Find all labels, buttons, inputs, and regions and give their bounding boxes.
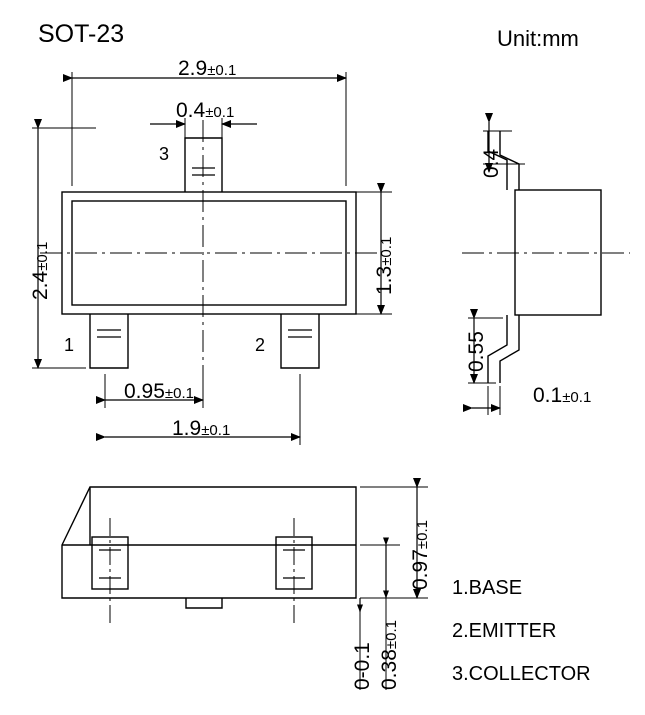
dim-lead-height-value: 0.38: [378, 649, 401, 690]
dim-body-height-tol: ±0.1: [378, 236, 395, 266]
dim-body-height-value: 1.3: [373, 265, 396, 295]
dim-body-thickness-value: 0.97: [409, 549, 432, 590]
dim-body-thickness: [410, 520, 431, 590]
legend-item-collector: 3.COLLECTOR: [452, 663, 591, 685]
unit-label: Unit:mm: [497, 26, 579, 51]
front-view-geometry: [40, 120, 378, 392]
dim-total-width-tol: ±0.1: [207, 62, 237, 79]
dim-body-height: [374, 237, 395, 295]
pin-label-3: 3: [159, 144, 170, 164]
dim-pitch-half-value: 0.95: [124, 380, 165, 403]
dim-pitch-full-tol: ±0.1: [201, 422, 231, 439]
legend-item-base: 1.BASE: [452, 577, 523, 599]
pin-label-1: 1: [64, 335, 75, 355]
dim-total-height-tol: ±0.1: [34, 241, 51, 271]
dim-total-height: [30, 242, 51, 300]
dim-total-width-value: 2.9: [178, 57, 208, 80]
dim-lead-width: [176, 100, 234, 121]
dim-pitch-full-value: 1.9: [172, 417, 202, 440]
dim-standoff-top: 0.4: [480, 148, 503, 178]
dim-total-height-value: 2.4: [29, 270, 52, 300]
dim-lead-width-value: 0.4: [176, 99, 206, 122]
page-title: SOT-23: [38, 20, 125, 48]
dim-lead-length: 0.55: [465, 331, 488, 372]
dim-lead-height: [379, 620, 400, 690]
dim-pitch-half: [124, 381, 194, 402]
dim-standoff: 0-0.1: [351, 642, 374, 690]
bottom-view-geometry: [62, 487, 356, 625]
dim-lead-thickness: [533, 385, 591, 406]
legend-item-emitter: 2.EMITTER: [452, 620, 557, 642]
pin-label-2: 2: [255, 335, 266, 355]
dim-lead-width-tol: ±0.1: [205, 104, 235, 121]
dim-total-width: [178, 58, 236, 79]
dim-pitch-full: [172, 418, 230, 439]
front-view-dimensions: [32, 72, 392, 445]
dim-body-thickness-tol: ±0.1: [414, 520, 431, 550]
dim-lead-thickness-tol: ±0.1: [562, 389, 592, 406]
dim-pitch-half-tol: ±0.1: [164, 385, 194, 402]
dim-lead-thickness-value: 0.1: [533, 384, 563, 407]
dim-lead-height-tol: ±0.1: [383, 620, 400, 650]
